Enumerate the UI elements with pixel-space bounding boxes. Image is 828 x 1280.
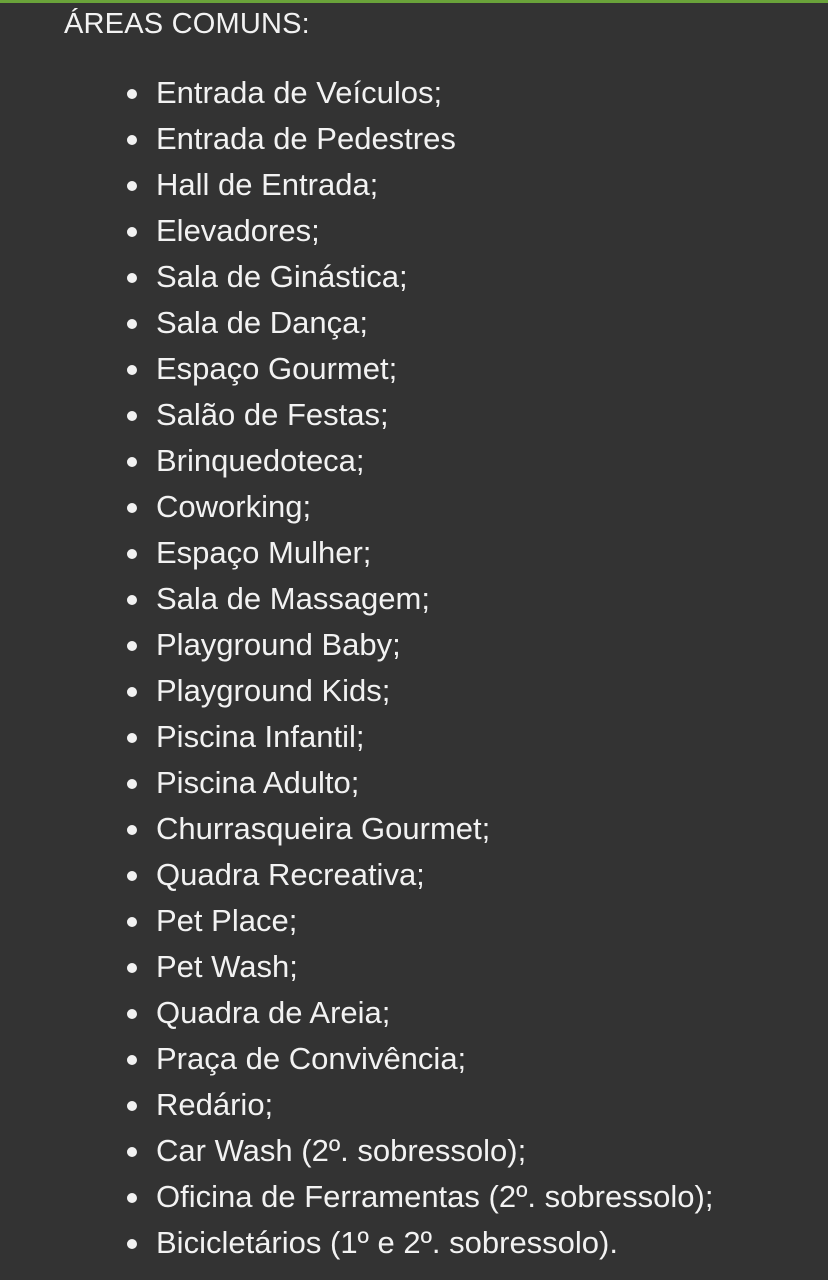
bullet-icon: [127, 687, 137, 697]
bullet-icon: [127, 319, 137, 329]
list-item-label: Sala de Dança;: [156, 305, 368, 340]
bullet-icon: [127, 1193, 137, 1203]
bullet-icon: [127, 825, 137, 835]
section-title: ÁREAS COMUNS:: [64, 8, 310, 40]
list-item-label: Elevadores;: [156, 213, 320, 248]
bullet-icon: [127, 411, 137, 421]
bullet-icon: [127, 1239, 137, 1249]
list-item: [0, 1220, 714, 1266]
list-item-label: Piscina Infantil;: [156, 719, 365, 754]
list-item-label: Praça de Convivência;: [156, 1041, 467, 1076]
list-item: [0, 1036, 714, 1082]
list-item: [0, 990, 714, 1036]
bullet-icon: [127, 457, 137, 467]
bullet-icon: [127, 779, 137, 789]
bullet-icon: [127, 181, 137, 191]
bullet-icon: [127, 595, 137, 605]
bullet-icon: [127, 365, 137, 375]
bullet-icon: [127, 641, 137, 651]
bullet-icon: [127, 135, 137, 145]
list-item: [0, 530, 714, 576]
list-item-label: Sala de Massagem;: [156, 581, 430, 616]
list-item: [0, 1174, 714, 1220]
bullet-icon: [127, 733, 137, 743]
bullet-icon: [127, 273, 137, 283]
list-item: [0, 1082, 714, 1128]
list-item: [0, 806, 714, 852]
list-item-label: Entrada de Pedestres: [156, 121, 456, 156]
list-item-label: Redário;: [156, 1087, 274, 1122]
list-item: [0, 898, 714, 944]
list-item: [0, 484, 714, 530]
bullet-icon: [127, 1147, 137, 1157]
amenities-list: [0, 70, 714, 1266]
list-item: [0, 254, 714, 300]
list-item-label: Salão de Festas;: [156, 397, 389, 432]
bullet-icon: [127, 227, 137, 237]
bullet-icon: [127, 1009, 137, 1019]
list-item-label: Pet Place;: [156, 903, 298, 938]
list-item: [0, 346, 714, 392]
bullet-icon: [127, 503, 137, 513]
list-item: [0, 622, 714, 668]
list-item: [0, 760, 714, 806]
bullet-icon: [127, 1101, 137, 1111]
list-item-label: Pet Wash;: [156, 949, 298, 984]
list-item: [0, 162, 714, 208]
bullet-icon: [127, 549, 137, 559]
list-item: [0, 576, 714, 622]
bullet-icon: [127, 917, 137, 927]
list-item: [0, 438, 714, 484]
list-item: [0, 392, 714, 438]
list-item-label: Playground Kids;: [156, 673, 391, 708]
list-item: [0, 300, 714, 346]
list-item-label: Sala de Ginástica;: [156, 259, 408, 294]
list-item: [0, 714, 714, 760]
list-item-label: Playground Baby;: [156, 627, 401, 662]
list-item-label: Piscina Adulto;: [156, 765, 360, 800]
bullet-icon: [127, 963, 137, 973]
list-item: [0, 208, 714, 254]
list-item-label: Espaço Gourmet;: [156, 351, 398, 386]
list-item: [0, 668, 714, 714]
list-item: [0, 944, 714, 990]
bullet-icon: [127, 871, 137, 881]
list-item-label: Bicicletários (1º e 2º. sobressolo).: [156, 1225, 618, 1260]
list-item: [0, 70, 714, 116]
list-item-label: Quadra Recreativa;: [156, 857, 425, 892]
list-item-label: Car Wash (2º. sobressolo);: [156, 1133, 527, 1168]
top-accent-bar: [0, 0, 828, 3]
bullet-icon: [127, 89, 137, 99]
list-item-label: Coworking;: [156, 489, 312, 524]
list-item: [0, 852, 714, 898]
list-item: [0, 116, 714, 162]
list-item-label: Oficina de Ferramentas (2º. sobressolo);: [156, 1179, 714, 1214]
list-item-label: Espaço Mulher;: [156, 535, 372, 570]
list-item-label: Entrada de Veículos;: [156, 75, 443, 110]
bullet-icon: [127, 1055, 137, 1065]
list-item-label: Churrasqueira Gourmet;: [156, 811, 491, 846]
list-item-label: Brinquedoteca;: [156, 443, 365, 478]
list-item: [0, 1128, 714, 1174]
list-item-label: Hall de Entrada;: [156, 167, 379, 202]
list-item-label: Quadra de Areia;: [156, 995, 391, 1030]
